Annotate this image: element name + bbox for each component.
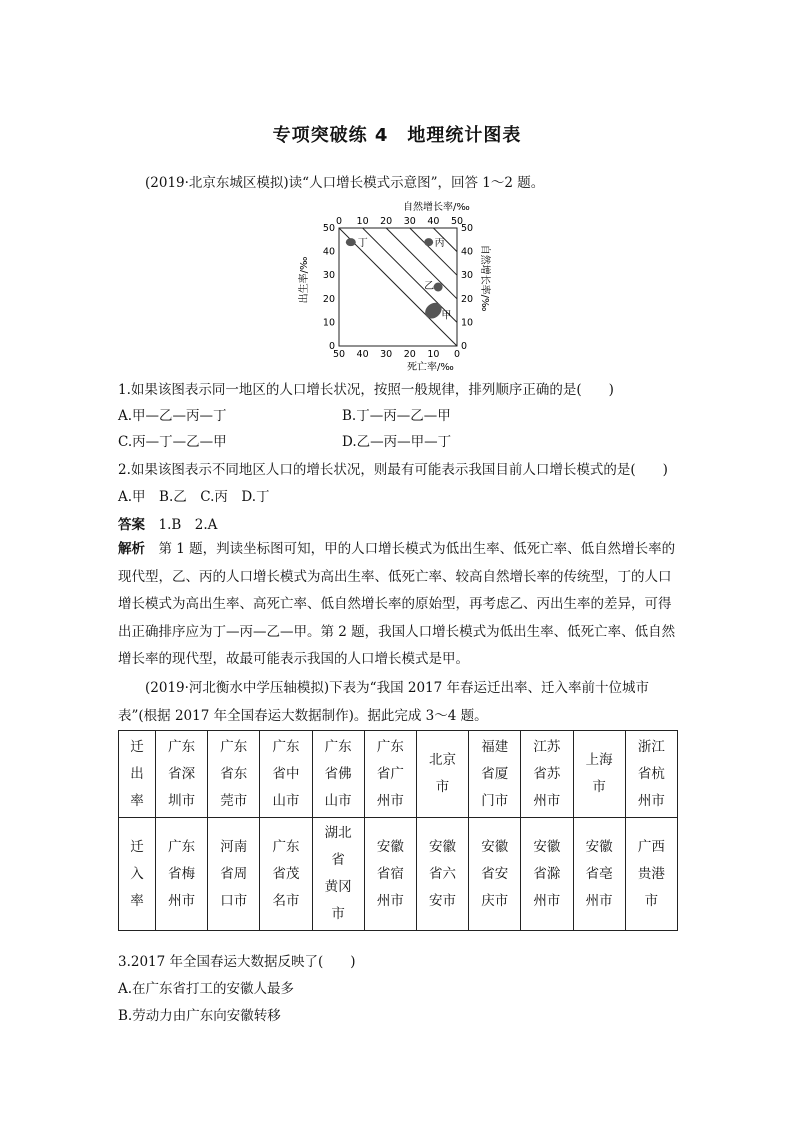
migration-table	[118, 730, 678, 931]
table-cell: 广西 贵港 市	[625, 818, 677, 931]
table-cell: 安徽 省宿 州市	[364, 818, 416, 931]
point-label: 乙	[424, 281, 435, 292]
x-tick-label: 40	[356, 349, 369, 360]
data-points	[346, 237, 452, 322]
table-row-out	[119, 731, 678, 818]
top-axis-label: 自然增长率/‰	[403, 202, 470, 213]
y-tick-label: 0	[328, 341, 335, 352]
point-label: 丙	[434, 238, 445, 250]
right-tick-label: 20	[461, 293, 474, 305]
point-label: 丁	[357, 238, 368, 250]
table-row-in	[119, 818, 678, 931]
data-point	[434, 283, 443, 292]
y-tick-label: 20	[322, 293, 335, 305]
y-axis-label: 出生率/‰	[299, 256, 310, 304]
q2-options: A.甲 B.乙 C.丙 D.丁	[118, 489, 270, 505]
x-tick-label: 30	[380, 349, 393, 360]
right-tick-label: 0	[461, 341, 468, 352]
population-growth-chart	[295, 196, 505, 374]
table-cell: 迁 出 率	[119, 731, 156, 818]
q1-option-a: A.甲—乙—丙—丁	[118, 408, 227, 424]
answer-label: 答案	[118, 517, 145, 533]
table-cell: 北京 市	[416, 731, 468, 818]
x-tick-label: 20	[403, 349, 416, 360]
right-tick-label: 50	[461, 223, 474, 234]
q1-option-d: D.乙—丙—甲—丁	[342, 434, 452, 450]
table-cell: 广东 省中 山市	[260, 731, 312, 818]
table-cell: 安徽 省滁 州市	[521, 818, 573, 931]
intro-1: (2019·北京东城区模拟)读“人口增长模式示意图”，回答 1～2 题。	[145, 175, 545, 191]
x-tick-label: 50	[332, 349, 346, 360]
y-tick-label: 10	[322, 317, 335, 329]
growth-line	[386, 228, 457, 299]
q3-option-b: B.劳动力由广东向安徽转移	[118, 1008, 281, 1024]
table-cell: 湖北 省 黄冈 市	[312, 818, 364, 931]
top-tick-label: 20	[380, 216, 393, 227]
x-tick-label: 0	[453, 349, 461, 360]
table-cell: 安徽 省六 安市	[416, 818, 468, 931]
intro-2: (2019·河北衡水中学压轴模拟)下表为“我国 2017 年春运迁出率、迁入率前十位城市表”(根据 2017 年全国春运大数据制作)。据此完成 3～4 题。	[118, 680, 650, 724]
answer-text: 1.B 2.A	[158, 517, 218, 533]
axis-ticks	[323, 216, 473, 360]
top-tick-label: 30	[403, 216, 416, 227]
question-1: 1.如果该图表示同一地区的人口增长状况，按照一般规律，排列顺序正确的是( )	[118, 382, 614, 398]
table-cell: 浙江 省杭 州市	[625, 731, 677, 818]
table-cell: 上海 市	[573, 731, 625, 818]
question-3: 3.2017 年全国春运大数据反映了( )	[118, 954, 356, 970]
point-label: 甲	[441, 310, 452, 322]
data-point	[346, 238, 356, 246]
right-tick-label: 10	[461, 317, 474, 329]
top-tick-label: 0	[335, 216, 343, 227]
table-cell: 安徽 省亳 州市	[573, 818, 625, 931]
x-tick-label: 10	[427, 349, 440, 360]
table-cell: 广东 省茂 名市	[260, 818, 312, 931]
analysis-text: 第 1 题，判读坐标图可知，甲的人口增长模式为低出生率、低死亡率、低自然增长率的现代型，乙、丙的人口增长模式为高出生率、低死亡率、较高自然增长率的传统型，丁的人口增长模式为高出生率、高死亡率、低自然增长率的原始型，再考虑乙、丙出生率的差异，可得出正确排序应为丁—丙—乙—甲。第 2 题，我国人口增长模式为低出生率、低死亡率、低自然增长率的现代型，故最可能表示我国的人口增长模式是甲。	[118, 541, 676, 667]
answer-line	[118, 516, 217, 534]
q1-option-c: C.丙—丁—乙—甲	[118, 434, 227, 450]
x-axis-label: 死亡率/‰	[407, 362, 454, 373]
table-cell: 福建 省厦 门市	[469, 731, 521, 818]
table-cell: 广东 省广 州市	[364, 731, 416, 818]
q1-option-b: B.丁—丙—乙—甲	[342, 408, 451, 424]
top-tick-label: 10	[356, 216, 369, 227]
data-point	[424, 238, 433, 246]
table-cell: 广东 省东 莞市	[208, 731, 260, 818]
y-tick-label: 50	[322, 223, 335, 234]
table-cell: 迁 入 率	[119, 818, 156, 931]
table-cell: 安徽 省安 庆市	[469, 818, 521, 931]
right-tick-label: 40	[461, 246, 474, 258]
table-cell: 河南 省周 口市	[208, 818, 260, 931]
right-tick-label: 30	[461, 270, 474, 282]
table-cell: 江苏 省苏 州市	[521, 731, 573, 818]
table-cell: 广东 省佛 山市	[312, 731, 364, 818]
table-cell: 广东 省梅 州市	[156, 818, 208, 931]
analysis-label: 解析	[118, 541, 145, 557]
growth-line	[410, 228, 457, 275]
table-cell: 广东 省深 圳市	[156, 731, 208, 818]
right-axis-label: 自然增长率/‰	[479, 244, 490, 312]
top-tick-label: 40	[427, 216, 440, 227]
q3-option-a: A.在广东省打工的安徽人最多	[118, 981, 295, 997]
top-tick-label: 50	[450, 216, 464, 227]
y-tick-label: 40	[322, 246, 335, 258]
y-tick-label: 30	[322, 270, 335, 282]
analysis-paragraph	[118, 536, 678, 674]
question-2: 2.如果该图表示不同地区人口的增长状况，则最有可能表示我国目前人口增长模式的是( )	[118, 462, 668, 478]
page-title: 专项突破练 4 地理统计图表	[272, 125, 522, 146]
